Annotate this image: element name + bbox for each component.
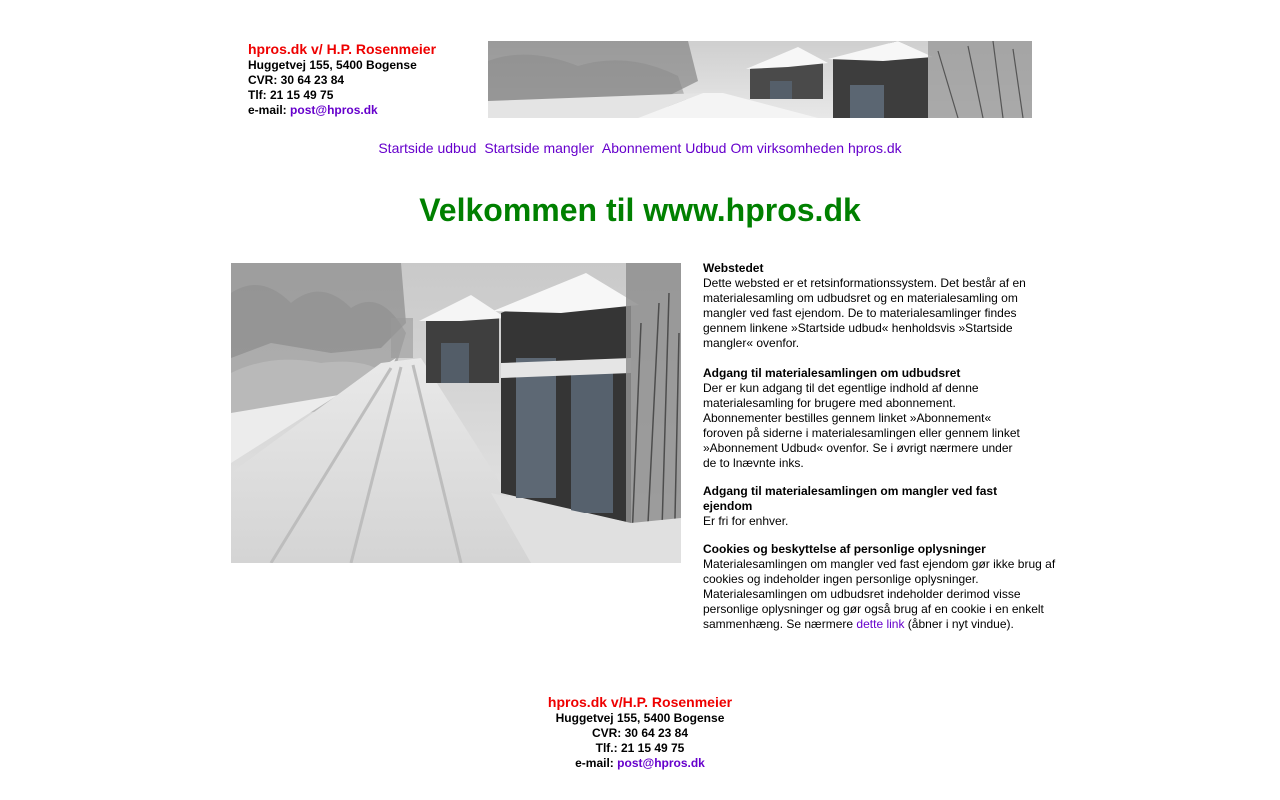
section-webstedet	[703, 261, 1075, 351]
main-nav	[0, 139, 1280, 157]
footer-company-name: hpros.dk v/H.P. Rosenmeier	[547, 694, 733, 710]
nav-om-virksomheden[interactable]: Om virksomheden hpros.dk	[730, 140, 902, 156]
section-adgang-udbudsret	[703, 366, 1075, 471]
section-heading: Adgang til materialesamlingen om udbudsret	[703, 366, 961, 380]
page-title: Velkommen til www.hpros.dk	[419, 192, 861, 228]
nav-startside-mangler[interactable]: Startside mangler	[484, 140, 595, 156]
section-adgang-mangler	[703, 484, 1075, 529]
address: Huggetvej 155, 5400 Bogense	[248, 58, 417, 72]
banner-image	[488, 41, 1032, 118]
company-name: hpros.dk v/ H.P. Rosenmeier	[248, 41, 437, 57]
intro-text	[703, 261, 1075, 632]
footer-address: Huggetvej 155, 5400 Bogense	[555, 711, 725, 725]
footer-phone: Tlf.: 21 15 49 75	[595, 741, 685, 755]
section-heading: Webstedet	[703, 261, 764, 275]
section-body: Der er kun adgang til det egentlige indhold af denne materialesamling for brugere med abonnement. Abonnementer bestilles gennem linket »Abonnement« foroven på siderne i materialesamlingen eller gennem linket »Abonnement Udbud« ovenfor. Se i øvrigt nærmere under de to lnævnte inks.	[703, 381, 1020, 470]
cvr: CVR: 30 64 23 84	[248, 73, 345, 87]
footer-email-label: e-mail:	[575, 756, 614, 770]
footer-email-row	[0, 756, 1280, 771]
email-row	[248, 103, 478, 118]
section-heading: Adgang til materialesamlingen om mangler ved fast ejendom	[703, 484, 998, 513]
section-body: Dette websted er et retsinformationssystem. Det består af en materialesamling om udbudsret og en materialesamling om mangler ved fast ejendom. De to materialesamlinger findes gennem linkene »Startside udbud« henholdsvis »Startside mangler« ovenfor.	[703, 276, 1026, 350]
footer	[0, 693, 1280, 771]
winter-road-photo	[231, 263, 681, 563]
phone: Tlf: 21 15 49 75	[248, 88, 334, 102]
section-cookies	[703, 542, 1075, 632]
footer-email-link[interactable]: post@hpros.dk	[617, 756, 705, 770]
section-body	[703, 557, 1075, 632]
section-heading: Cookies og beskyttelse af personlige oplysninger	[703, 542, 986, 556]
footer-cvr: CVR: 30 64 23 84	[591, 726, 689, 740]
email-link[interactable]: post@hpros.dk	[290, 103, 378, 117]
nav-startside-udbud[interactable]: Startside udbud	[378, 140, 477, 156]
cookie-info-link[interactable]: dette link	[856, 617, 905, 631]
cookies-text: Materialesamlingen om mangler ved fast ejendom gør ikke brug af cookies og indeholder ingen personlige oplysninger. Materialesamlingen om udbudsret indeholder derimod visse personlige oplysninger og gør også brug af en cookie i en enkelt sammenhæng. Se nærmere	[703, 557, 1056, 631]
email-label: e-mail:	[248, 103, 287, 117]
section-body: Er fri for enhver.	[703, 514, 789, 528]
nav-abonnement-udbud[interactable]: Abonnement Udbud	[601, 140, 727, 156]
cookies-text-after: (åbner i nyt vindue).	[907, 617, 1014, 631]
header-contact	[248, 41, 478, 118]
